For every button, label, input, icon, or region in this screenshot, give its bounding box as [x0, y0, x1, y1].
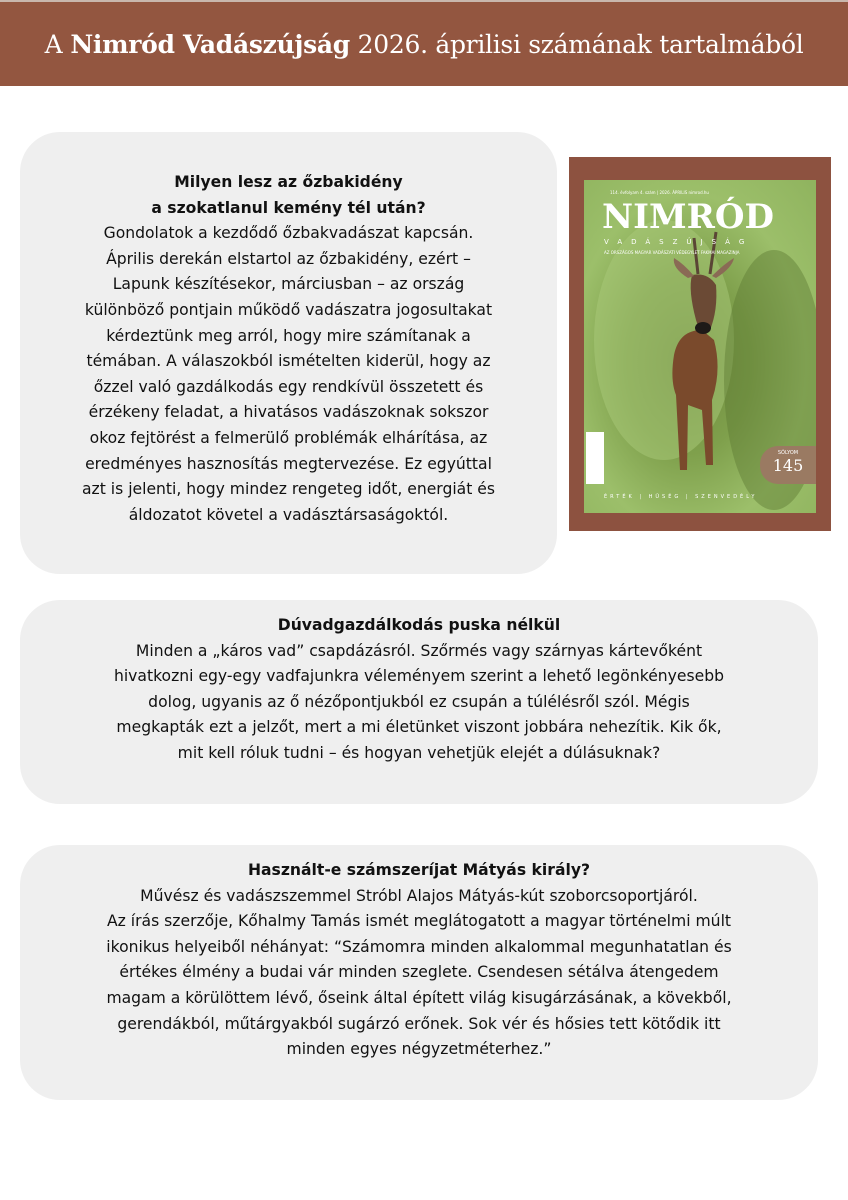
article-text-line: őzzel való gazdálkodás egy rendkívül összetett és: [93, 377, 484, 396]
article-text-line: értékes élmény a budai vár minden szeglete. Csendesen sétálva átengedem: [119, 963, 719, 982]
article-title: Milyen lesz az őzbakidény: [174, 173, 403, 191]
article-text-line: mit kell róluk tudni – és hogyan vehetjük elejét a dúlásuknak?: [177, 743, 661, 762]
title-prefix: A: [44, 29, 63, 59]
cover-issue-info: 114. évfolyam 4. szám | 2026. ÁPRILIS nimrod.hu: [610, 190, 709, 195]
article-text-line: Április derekán elstartol az őzbakidény, ezért –: [106, 249, 471, 268]
article-text-line: Minden a „káros vad” csapdázásról. Szőrmés vagy szárnyas kártevőként: [135, 641, 703, 660]
cover-subtitle: VADÁSZÚJSÁG: [604, 238, 754, 246]
badge-label: SÓLYOM: [777, 450, 799, 456]
page-title: [45, 30, 804, 59]
page-header: [0, 0, 848, 86]
cover-tagline: AZ ORSZÁGOS MAGYAR VADÁSZATI VÉDEGYLET FAKMAI MAGAZINJA: [604, 250, 740, 255]
article-title: Használt-e számszeríjat Mátyás király?: [247, 861, 591, 879]
title-rest: 2026. áprilisi számának tartalmából: [350, 29, 804, 59]
article-text-line: Az írás szerzője, Kőhalmy Tamás ismét meglátogatott a magyar történelmi múlt: [106, 912, 732, 931]
badge-number: 145: [772, 456, 804, 475]
article-text-line: dolog, ugyanis az ő nézőpontjukból ez csupán a túlélésről szól. Mégis: [148, 692, 690, 711]
barcode: [586, 432, 604, 484]
article-title: a szokatlanul kemény tél után?: [151, 198, 426, 217]
article-text-line: érzékeny feladat, a hivatásos vadászoknak sokszor: [88, 403, 489, 422]
article-card-duvad: [20, 600, 818, 804]
article-title: Dúvadgazdálkodás puska nélkül: [277, 616, 561, 634]
article-text-line: azt is jelenti, hogy mindez rengeteg időt, energiát és: [81, 480, 496, 499]
magazine-cover-frame: [569, 157, 831, 531]
article-text-line: eredményes hasznosítás megtervezése. Ez egyúttal: [85, 454, 492, 473]
article-text-line: Lapunk készítésekor, márciusban – az ország: [112, 275, 465, 294]
article-text-line: magam a körülöttem lévő, őseink által épített világ kisugárzásának, a kövekből,: [106, 988, 732, 1007]
cover-badge: [760, 446, 816, 484]
article-text-line: témában. A válaszokból ismételten kiderül, hogy az: [86, 352, 491, 371]
article-text-line: minden egyes négyzetméterhez.”: [286, 1040, 552, 1059]
article-text-line: Művész és vadászszemmel Stróbl Alajos Mátyás-kút szoborcsoportjáról.: [140, 886, 698, 905]
article-text-line: áldozatot követel a vadásztársaságoktól.: [128, 505, 449, 524]
article-text-line: megkapták ezt a jelzőt, mert a mi életünket viszont jobbára nehezítik. Kik ők,: [116, 718, 722, 737]
article-text-line: ikonikus helyeiből néhányat: “Számomra minden alkalommal megunhatatlan és: [106, 937, 732, 956]
magazine-cover-image: [584, 180, 816, 513]
cover-motto: ÉRTÉK | HŰSÉG | SZENVEDÉLY: [604, 494, 758, 500]
article-text-line: Gondolatok a kezdődő őzbakvadászat kapcsán.: [103, 224, 474, 243]
article-text-line: gerendákból, műtárgyakból sugárzó erőnek. Sok vér és hősies tett kötődik itt: [117, 1014, 721, 1033]
article-text-line: hivatkozni egy-egy vadfajunkra véleményem szerint a lehető legönkényesebb: [113, 667, 725, 686]
title-brand: Nimród Vadászújság: [70, 29, 350, 59]
article-card-matyas: [20, 845, 818, 1100]
cover-logo: NIMRÓD: [602, 197, 774, 237]
article-text-line: kérdeztünk meg arról, hogy mire számítanak a: [106, 326, 471, 345]
article-text-line: okoz fejtörést a felmerülő problémák elhárítása, az: [89, 428, 488, 447]
article-text-line: különböző pontjain működő vadászatra jogosultakat: [84, 300, 493, 319]
article-card-ozbak: [20, 132, 557, 574]
